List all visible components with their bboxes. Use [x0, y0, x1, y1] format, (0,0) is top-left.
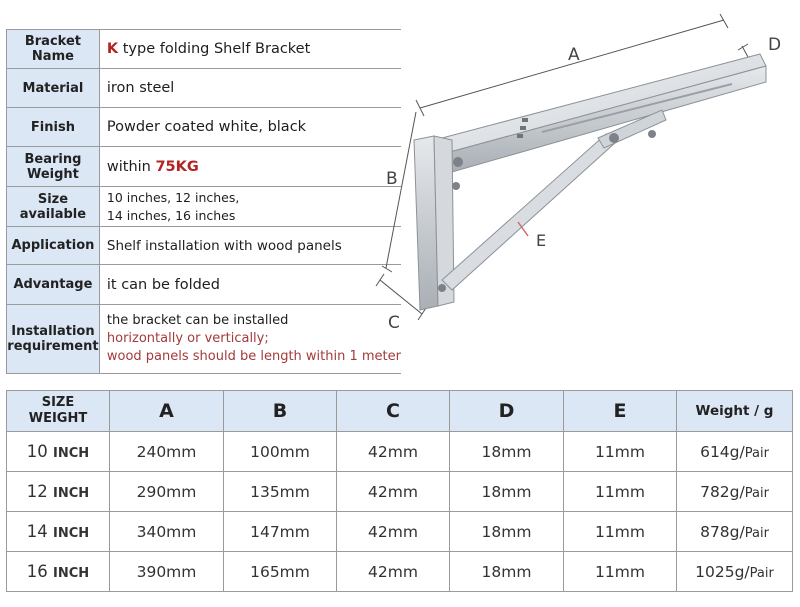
header-weight-label: WEIGHT	[28, 411, 88, 426]
weight-per: Pair	[744, 445, 769, 461]
installation-line-1: the bracket can be installed	[106, 313, 289, 328]
size-value: 14	[26, 522, 48, 541]
table-row	[7, 552, 793, 592]
spec-value-size-available	[99, 187, 401, 227]
size-value: 16	[26, 562, 48, 581]
cell-d: 18mm	[450, 512, 564, 552]
size-value: 10	[26, 442, 48, 461]
row-size	[7, 552, 110, 592]
weight-per: Pair	[744, 525, 769, 541]
weight-per: Pair	[749, 565, 774, 581]
size-unit: INCH	[53, 526, 90, 541]
spec-label-bracket-name: Bracket Name	[7, 30, 100, 69]
size-table	[6, 390, 793, 592]
label-e: E	[536, 231, 547, 250]
weight-value: 1025g/	[695, 562, 750, 581]
weight-value: 878g/	[700, 522, 745, 541]
spec-row-finish	[7, 108, 402, 147]
cell-weight	[677, 512, 793, 552]
spec-label-advantage: Advantage	[7, 265, 100, 305]
spec-value-advantage: it can be folded	[99, 265, 401, 305]
label-d: D	[768, 35, 782, 55]
cell-b: 135mm	[224, 472, 337, 512]
spec-value-material: iron steel	[99, 69, 401, 108]
spec-value-bearing-weight	[99, 147, 401, 187]
header-weight: Weight / g	[677, 391, 793, 432]
cell-d: 18mm	[450, 472, 564, 512]
header-col-a: A	[110, 391, 224, 432]
header-col-b: B	[224, 391, 337, 432]
cell-b: 100mm	[224, 432, 337, 472]
size-unit: INCH	[53, 566, 90, 581]
cell-a: 390mm	[110, 552, 224, 592]
installation-line-3: wood panels should be length within 1 meter	[106, 349, 401, 364]
table-row	[7, 512, 793, 552]
spec-label-finish: Finish	[7, 108, 100, 147]
label-a: A	[568, 45, 580, 65]
weight-per: Pair	[744, 485, 769, 501]
cell-e: 11mm	[564, 512, 677, 552]
spec-value-installation	[99, 305, 401, 374]
bearing-limit: 75KG	[155, 158, 199, 175]
bracket-letter: K	[106, 41, 119, 57]
spec-label-bearing-weight: Bearing Weight	[7, 147, 100, 187]
row-size	[7, 432, 110, 472]
cell-e: 11mm	[564, 472, 677, 512]
label-c: C	[388, 313, 400, 333]
cell-weight	[677, 432, 793, 472]
cell-weight	[677, 472, 793, 512]
header-size-weight	[7, 391, 110, 432]
spec-row-material	[7, 69, 402, 108]
spec-table	[6, 29, 401, 374]
cell-a: 340mm	[110, 512, 224, 552]
row-size	[7, 472, 110, 512]
bracket-name-text: type folding Shelf Bracket	[118, 41, 311, 57]
spec-row-bearing-weight	[7, 147, 402, 187]
weight-value: 614g/	[700, 442, 745, 461]
cell-b: 147mm	[224, 512, 337, 552]
installation-line-2: horizontally or vertically;	[106, 331, 269, 346]
spec-row-size-available	[7, 187, 402, 227]
spec-value-application: Shelf installation with wood panels	[99, 227, 401, 265]
cell-c: 42mm	[337, 552, 450, 592]
bracket-illustration	[372, 10, 792, 340]
cell-d: 18mm	[450, 552, 564, 592]
row-size	[7, 512, 110, 552]
spec-row-bracket-name	[7, 30, 402, 69]
spec-row-installation	[7, 305, 402, 374]
spec-label-installation	[7, 305, 100, 374]
header-col-c: C	[337, 391, 450, 432]
cell-e: 11mm	[564, 552, 677, 592]
size-table-header	[7, 391, 793, 432]
spec-label-application: Application	[7, 227, 100, 265]
spec-row-application	[7, 227, 402, 265]
cell-d: 18mm	[450, 432, 564, 472]
size-unit: INCH	[53, 486, 90, 501]
spec-value-bracket-name	[99, 30, 401, 69]
table-row	[7, 432, 793, 472]
size-value: 12	[26, 482, 48, 501]
size-unit: INCH	[53, 446, 90, 461]
cell-a: 290mm	[110, 472, 224, 512]
bearing-prefix: within	[106, 158, 156, 175]
cell-e: 11mm	[564, 432, 677, 472]
cell-c: 42mm	[337, 512, 450, 552]
installation-label-2: requirement	[7, 339, 99, 354]
size-line-2: 14 inches, 16 inches	[106, 207, 236, 223]
header-col-e: E	[564, 391, 677, 432]
weight-value: 782g/	[700, 482, 745, 501]
header-col-d: D	[450, 391, 564, 432]
spec-label-size-available: Size available	[7, 187, 100, 227]
spec-row-advantage	[7, 265, 402, 305]
cell-a: 240mm	[110, 432, 224, 472]
dimension-b	[382, 112, 416, 272]
header-size-label: SIZE	[41, 395, 75, 410]
cell-c: 42mm	[337, 472, 450, 512]
cell-c: 42mm	[337, 432, 450, 472]
table-row	[7, 472, 793, 512]
spec-label-material: Material	[7, 69, 100, 108]
cell-b: 165mm	[224, 552, 337, 592]
cell-weight	[677, 552, 793, 592]
size-line-1: 10 inches, 12 inches,	[106, 189, 240, 205]
installation-label-1: Installation	[11, 324, 95, 339]
spec-value-finish: Powder coated white, black	[99, 108, 401, 147]
label-b: B	[386, 169, 398, 189]
